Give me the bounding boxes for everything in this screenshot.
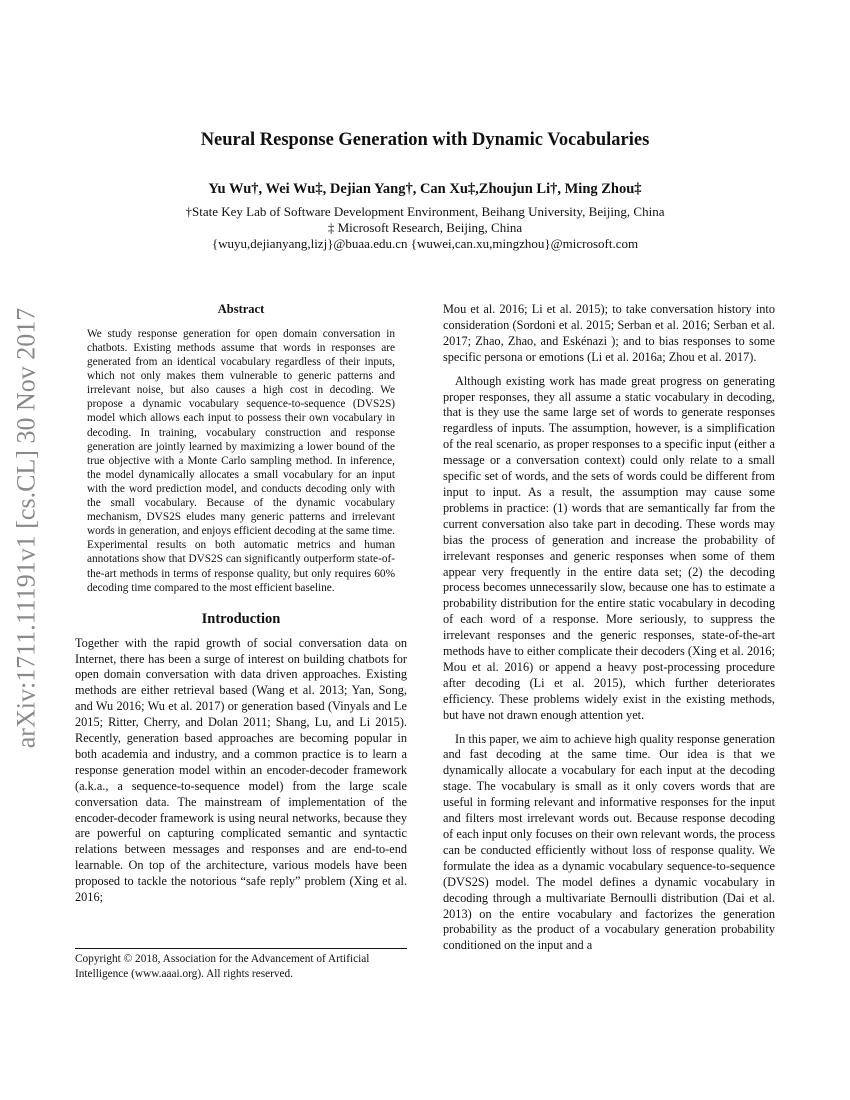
right-paragraph-2: Although existing work has made great progress on generating proper responses, they all assume a static vocabulary in decoding, that is they use the same large set of words to generate responses regardless of inputs. The assumption, however, is a simplification of the real scenario, as proper responses to a specific input (either a message or a conversation context) could only relate to a small specific set of words, and the sets of words could be different from input to input. As a result, the assumption may cause some problems in practice: (1) words that are semantically far from the current conversation also take part in decoding. These words may bias the process of generation and increase the probability of irrelevant responses and generic responses when some of them appear very frequently in the entire data set; (2) the decoding process becomes unnecessarily slow, because one has to estimate a probability distribution for the entire static vocabulary in decoding of each word of a response. More seriously, to suppress the irrelevant responses and the generic responses, state-of-the-art methods have to either complicate their decoders (Xing et al. 2016; Mou et al. 2016) or append a heavy post-processing procedure after decoding (Li et al. 2015), which further deteriorates efficiency. These problems widely exist in the existing methods, but have not drawn enough attention yet. (443, 373, 775, 722)
affiliation-microsoft: ‡ Microsoft Research, Beijing, China (327, 220, 523, 235)
arxiv-identifier: arXiv:1711.11191v1 [cs.CL] 30 Nov 2017 (11, 307, 41, 748)
author-list: Yu Wu†, Wei Wu‡, Dejian Yang†, Can Xu‡,Zhoujun Li†, Ming Zhou‡ (208, 181, 642, 197)
introduction-heading: Introduction (201, 610, 281, 627)
affiliation-beihang: †State Key Lab of Software Development Environment, Beihang University, Beijing, China (185, 204, 665, 219)
introduction-paragraph: Together with the rapid growth of social conversation data on Internet, there has been a surge of interest on building chatbots for open domain conversation with data driven approaches. Existing methods are either retrieval based (Wang et al. 2013; Yan, Song, and Wu 2016; Wu et al. 2017) or generation based (Vinyals and Le 2015; Ritter, Cherry, and Dolan 2011; Shang, Lu, and Li 2015). Recently, generation based approaches are becoming popular in both academia and industry, and a common practice is to learn a response generation model within an encoder-decoder framework (a.k.a., a sequence-to-sequence model) from the large scale conversation data. The mainstream of implementation of the encoder-decoder framework is using neural networks, because they are powerful on capturing complicated semantic and syntactic relations between messages and responses and are end-to-end learnable. On top of the architecture, various models have been proposed to tackle the notorious “safe reply” problem (Xing et al. 2016; (75, 635, 407, 905)
right-paragraph-1: Mou et al. 2016; Li et al. 2015); to take conversation history into consideration (Sordoni et al. 2015; Serban et al. 2016; Serban et al. 2017; Zhao, Zhao, and Eskénazi ); and to bias responses to some specific persona or emotions (Li et al. 2016a; Zhou et al. 2017). (443, 302, 775, 364)
left-column (75, 302, 407, 906)
copyright-notice: Copyright © 2018, Association for the Advancement of Artificial Intelligence (www.aaai.org). All rights reserved. (75, 948, 407, 981)
right-paragraph-3: In this paper, we aim to achieve high quality response generation and fast decoding at the same time. Our idea is that we dynamically allocate a vocabulary for each input at the decoding stage. The vocabulary is small as it only covers words that are useful in forming relevant and informative responses for the input and filters most irrelevant words out. Because response decoding of each input only focuses on their own relevant words, the process can be conducted efficiently without loss of response quality. We formulate the idea as a dynamic vocabulary sequence-to-sequence (DVS2S) model. The model defines a dynamic vocabulary in decoding through a multivariate Bernoulli distribution (Dai et al. 2013) on the entire vocabulary and factorizes the generation probability as the product of a vocabulary generation probability conditioned on the input and a (443, 731, 775, 953)
arxiv-sidebar-stamp (4, 290, 48, 765)
author-emails: {wuyu,dejianyang,lizj}@buaa.edu.cn {wuwei,can.xu,mingzhou}@microsoft.com (211, 236, 639, 251)
right-column (443, 302, 775, 954)
abstract-heading: Abstract (217, 302, 265, 316)
abstract-text: We study response generation for open domain conversation in chatbots. Existing methods assume that words in responses are generated from an identical vocabulary regardless of their inputs, which not only makes them vulnerable to generic patterns and irrelevant noise, but also causes a high cost in decoding. We propose a dynamic vocabulary sequence-to-sequence (DVS2S) model which allows each input to possess their own vocabulary in decoding. In training, vocabulary construction and response generation are jointly learned by maximizing a lower bound of the true objective with a Monte Carlo sampling method. In inference, the model dynamically allocates a small vocabulary for an input with the word prediction model, and conducts decoding only with the small vocabulary. Because of the dynamic vocabulary mechanism, DVS2S eludes many generic patterns and irrelevant words in generation, and enjoys efficient decoding at the same time. Experimental results on both automatic metrics and human annotations show that DVS2S can significantly outperform state-of-the-art methods in terms of response quality, but only requires 60% decoding time compared to the most efficient baseline. (87, 327, 395, 594)
paper-title: Neural Response Generation with Dynamic Vocabularies (200, 130, 650, 150)
